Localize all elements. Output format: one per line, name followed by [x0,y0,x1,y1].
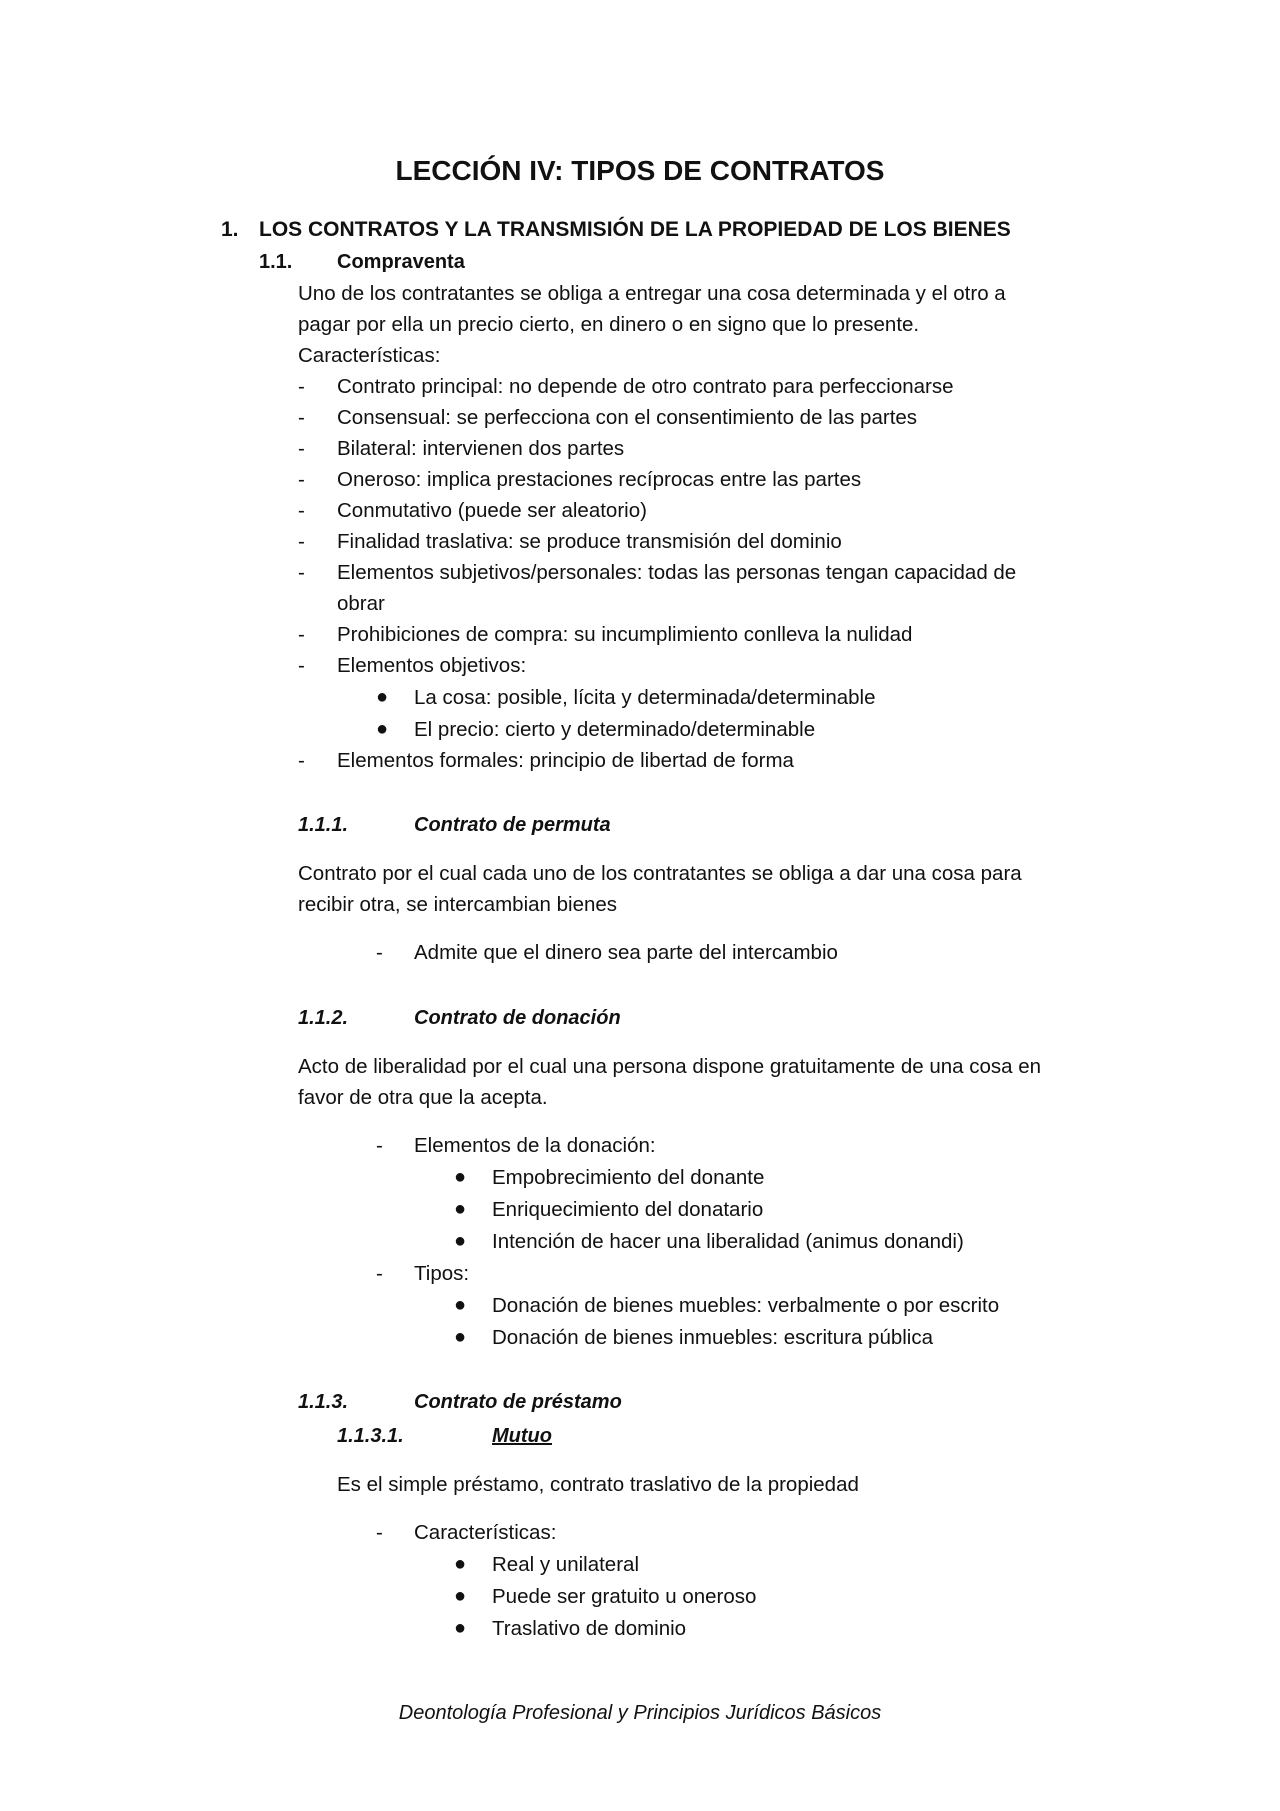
level4-number: 1.1.3.1. [337,1425,404,1447]
dash-marker: - [298,561,305,584]
sub-list-item: La cosa: posible, lícita y determinada/determinable [414,686,876,709]
bullet-marker: ● [454,1198,467,1220]
dash-marker: - [298,468,305,491]
subsubsection-heading: Contrato de donación [414,1007,621,1029]
section-number: 1. [221,218,239,241]
list-item: Elementos de la donación: [414,1134,656,1157]
definition-line: recibir otra, se intercambian bienes [298,893,618,916]
definition-line: Acto de liberalidad por el cual una persona dispone gratuitamente de una cosa en [298,1055,1042,1078]
list-item: Admite que el dinero sea parte del intercambio [414,941,838,964]
list-item: Elementos formales: principio de libertad de forma [337,749,794,772]
list-item: Conmutativo (puede ser aleatorio) [337,499,647,522]
dash-marker: - [376,1262,383,1285]
subsubsection-number: 1.1.1. [298,814,349,836]
list-item: Oneroso: implica prestaciones recíprocas entre las partes [337,468,862,491]
list-item: Tipos: [414,1262,470,1285]
list-item: Contrato principal: no depende de otro contrato para perfeccionarse [337,375,954,398]
subsubsection-number: 1.1.3. [298,1391,349,1413]
dash-marker: - [298,375,305,398]
bullet-marker: ● [454,1166,467,1188]
section-heading: LOS CONTRATOS Y LA TRANSMISIÓN DE LA PROPIEDAD DE LOS BIENES [259,218,1011,241]
sub-list-item: Donación de bienes inmuebles: escritura pública [492,1326,934,1349]
dash-marker: - [298,530,305,553]
bullet-marker: ● [454,1294,467,1316]
definition-line: pagar por ella un precio cierto, en dinero o en signo que lo presente. [298,313,920,336]
dash-marker: - [298,654,305,677]
dash-marker: - [298,749,305,772]
sub-list-item: Empobrecimiento del donante [492,1166,765,1189]
sub-list-item: Enriquecimiento del donatario [492,1198,764,1221]
sub-list-item: Donación de bienes muebles: verbalmente o por escrito [492,1294,1000,1317]
dash-marker: - [376,1521,383,1544]
subsubsection-heading: Contrato de préstamo [414,1391,622,1413]
list-item: Bilateral: intervienen dos partes [337,437,625,460]
bullet-marker: ● [454,1326,467,1348]
bullet-marker: ● [454,1553,467,1575]
list-item: Elementos subjetivos/personales: todas las personas tengan capacidad de [337,561,1017,584]
page-footer: Deontología Profesional y Principios Jurídicos Básicos [398,1702,882,1724]
dash-marker: - [376,1134,383,1157]
definition-line: favor de otra que la acepta. [298,1086,548,1109]
list-label: Características: [298,344,441,367]
bullet-marker: ● [376,718,389,740]
sub-list-item: Traslativo de dominio [492,1617,687,1640]
definition-line: Uno de los contratantes se obliga a entregar una cosa determinada y el otro a [298,282,1006,305]
subsection-heading: Compraventa [337,251,465,273]
list-item-continuation: obrar [337,592,385,615]
level4-heading: Mutuo [492,1425,552,1447]
dash-marker: - [298,437,305,460]
dash-marker: - [376,941,383,964]
dash-marker: - [298,499,305,522]
subsubsection-heading: Contrato de permuta [414,814,611,836]
dash-marker: - [298,623,305,646]
list-item: Características: [414,1521,557,1544]
sub-list-item: El precio: cierto y determinado/determinable [414,718,816,741]
subsubsection-number: 1.1.2. [298,1007,349,1029]
sub-list-item: Puede ser gratuito u oneroso [492,1585,757,1608]
subsection-number: 1.1. [259,251,293,273]
bullet-marker: ● [454,1585,467,1607]
dash-marker: - [298,406,305,429]
bullet-marker: ● [454,1230,467,1252]
bullet-marker: ● [376,686,389,708]
definition-line: Es el simple préstamo, contrato traslativo de la propiedad [337,1473,859,1496]
sub-list-item: Real y unilateral [492,1553,639,1576]
list-item: Consensual: se perfecciona con el consentimiento de las partes [337,406,918,429]
sub-list-item: Intención de hacer una liberalidad (animus donandi) [492,1230,964,1253]
list-item: Finalidad traslativa: se produce transmisión del dominio [337,530,842,553]
list-item: Elementos objetivos: [337,654,527,677]
page-title: LECCIÓN IV: TIPOS DE CONTRATOS [395,155,885,186]
definition-line: Contrato por el cual cada uno de los contratantes se obliga a dar una cosa para [298,862,1022,885]
list-item: Prohibiciones de compra: su incumplimiento conlleva la nulidad [337,623,913,646]
bullet-marker: ● [454,1617,467,1639]
